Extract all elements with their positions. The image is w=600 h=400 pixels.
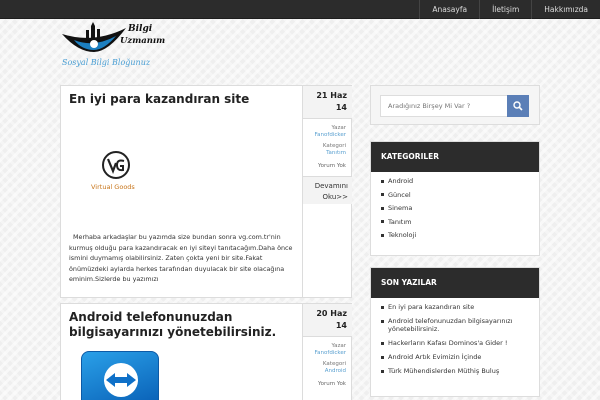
nav-about[interactable]: Hakkımızda: [531, 0, 600, 19]
virtual-goods-logo[interactable]: [91, 150, 151, 198]
recent-posts-widget: [370, 267, 540, 397]
nav-contact[interactable]: İletişim: [479, 0, 531, 19]
category-item[interactable]: Güncel: [381, 191, 531, 199]
post-comments[interactable]: Yorum Yok: [317, 381, 346, 387]
site-logo[interactable]: [60, 22, 190, 74]
category-link[interactable]: Android: [324, 368, 346, 374]
search-input[interactable]: [380, 95, 508, 117]
post-date: [303, 304, 352, 337]
author-link[interactable]: Fanofdicker: [314, 350, 346, 356]
categories-list: [371, 172, 539, 239]
post-author: [315, 125, 347, 139]
post-date-day: 20 Haz: [316, 309, 347, 318]
recent-posts-list: [371, 298, 539, 375]
logo-line1: Bilgi: [128, 24, 153, 34]
post-comments[interactable]: Yorum Yok: [317, 163, 346, 169]
post-meta: [303, 85, 352, 298]
top-nav: [419, 0, 600, 19]
search-icon: [513, 101, 523, 111]
post-category: [323, 361, 346, 375]
recent-post-item[interactable]: Hackerların Kafası Dominos'a Gider !: [381, 339, 531, 347]
nav-home[interactable]: Anasayfa: [419, 0, 479, 19]
category-label: Kategori: [322, 143, 346, 149]
category-item[interactable]: Tanıtım: [381, 218, 531, 226]
category-item[interactable]: Sinema: [381, 204, 531, 212]
recent-post-item[interactable]: Android telefonunuzdan bilgisayarınızı yönetebilirsiniz.: [381, 317, 531, 333]
post-date-day: 21 Haz: [316, 91, 347, 100]
post-date-year: 14: [335, 321, 347, 330]
post-meta: [303, 303, 352, 400]
categories-widget: [370, 141, 540, 256]
category-link[interactable]: Tanıtım: [326, 150, 346, 156]
eye-tower-logo-icon: [60, 22, 128, 56]
search-button[interactable]: [507, 95, 529, 117]
recent-post-item[interactable]: En iyi para kazandıran site: [381, 303, 531, 311]
post-author: [315, 343, 347, 357]
recent-post-item[interactable]: Türk Mühendislerden Müthiş Buluş: [381, 367, 531, 375]
teamviewer-image[interactable]: [81, 351, 159, 400]
recent-posts-title: SON YAZILAR: [371, 268, 539, 298]
author-label: Yazar: [331, 125, 346, 131]
search-widget: [370, 85, 540, 125]
teamviewer-arrows-icon: [96, 360, 146, 400]
vg-logo-icon: [101, 150, 131, 180]
post-card: [60, 85, 303, 298]
author-link[interactable]: Fanofdicker: [314, 132, 346, 138]
post-excerpt: Merhaba arkadaşlar bu yazımda size bundan sonra vg.com.tr'nin kurmuş olduğu para kazandıracak en iyi siteyi tanıtacağım.Daha önce ismini duymamış olabilirsiniz. Zaten çokta yeni bir site.Fakat önümüzdeki aylarda herkes tarafından duyulacak bir site olacağına eminim.Sizlerde bu yazımızı: [69, 233, 293, 284]
post-card: [60, 303, 303, 400]
logo-tagline: Sosyal Bilgi Bloğunuz: [62, 58, 151, 67]
logo-line2: Uzmanım: [120, 36, 166, 46]
category-item[interactable]: Teknoloji: [381, 231, 531, 239]
top-bar: [0, 0, 600, 19]
post-title[interactable]: En iyi para kazandıran site: [69, 92, 250, 106]
post-date-year: 14: [335, 103, 347, 112]
read-more-link[interactable]: Devamını Oku>>: [303, 176, 352, 204]
recent-post-item[interactable]: Android Artık Evimizin İçinde: [381, 353, 531, 361]
post-date: [303, 86, 352, 119]
category-label: Kategori: [322, 361, 346, 367]
post-title[interactable]: Android telefonunuzdan bilgisayarınızı yönetebilirsiniz.: [69, 310, 277, 339]
category-item[interactable]: Android: [381, 177, 531, 185]
vg-logo-text: Virtual Goods: [91, 183, 135, 191]
post-category: [323, 143, 346, 157]
categories-title: KATEGORILER: [371, 142, 539, 172]
author-label: Yazar: [331, 343, 346, 349]
